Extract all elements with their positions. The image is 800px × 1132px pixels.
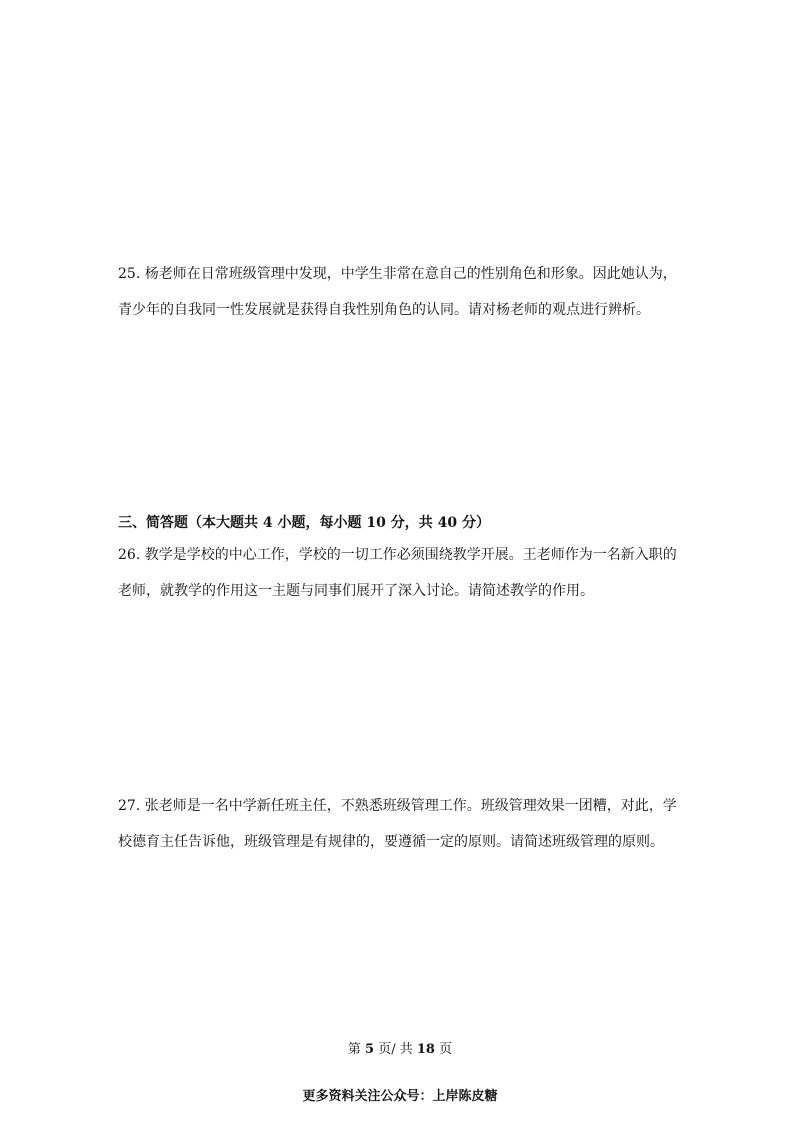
question-26 xyxy=(118,537,688,609)
page-current: 5 xyxy=(365,1042,375,1057)
page-suffix: 页 xyxy=(439,1042,453,1057)
page-total: 18 xyxy=(416,1042,435,1057)
footer-note: 更多资料关注公众号：上岸陈皮糖 xyxy=(302,1089,498,1104)
page-number xyxy=(0,1040,800,1060)
question-27-line-1: 27. 张老师是一名中学新任班主任，不熟悉班级管理工作。班级管理效果一团糟，对此，学 xyxy=(118,798,677,814)
question-26-line-1: 26. 教学是学校的中心工作，学校的一切工作必须围绕教学开展。王老师作为一名新入职的 xyxy=(118,547,677,563)
question-25-line-2: 青少年的自我同一性发展就是获得自我性别角色的认同。请对杨老师的观点进行辨析。 xyxy=(118,302,650,318)
question-25-line-1: 25. 杨老师在日常班级管理中发现，中学生非常在意自己的性别角色和形象。因此她认为， xyxy=(118,266,677,282)
question-26-line-2: 老师，就教学的作用这一主题与同事们展开了深入讨论。请简述教学的作用。 xyxy=(118,583,594,599)
question-27 xyxy=(118,788,688,860)
question-27-line-2: 校德育主任告诉他，班级管理是有规律的，要遵循一定的原则。请简述班级管理的原则。 xyxy=(118,834,664,850)
section-3-heading: 三、简答题（本大题共 4 小题，每小题 10 分，共 40 分） xyxy=(118,515,490,531)
question-25 xyxy=(118,256,688,328)
page-prefix: 第 xyxy=(347,1042,361,1057)
page-middle: 页/ 共 xyxy=(378,1042,413,1057)
